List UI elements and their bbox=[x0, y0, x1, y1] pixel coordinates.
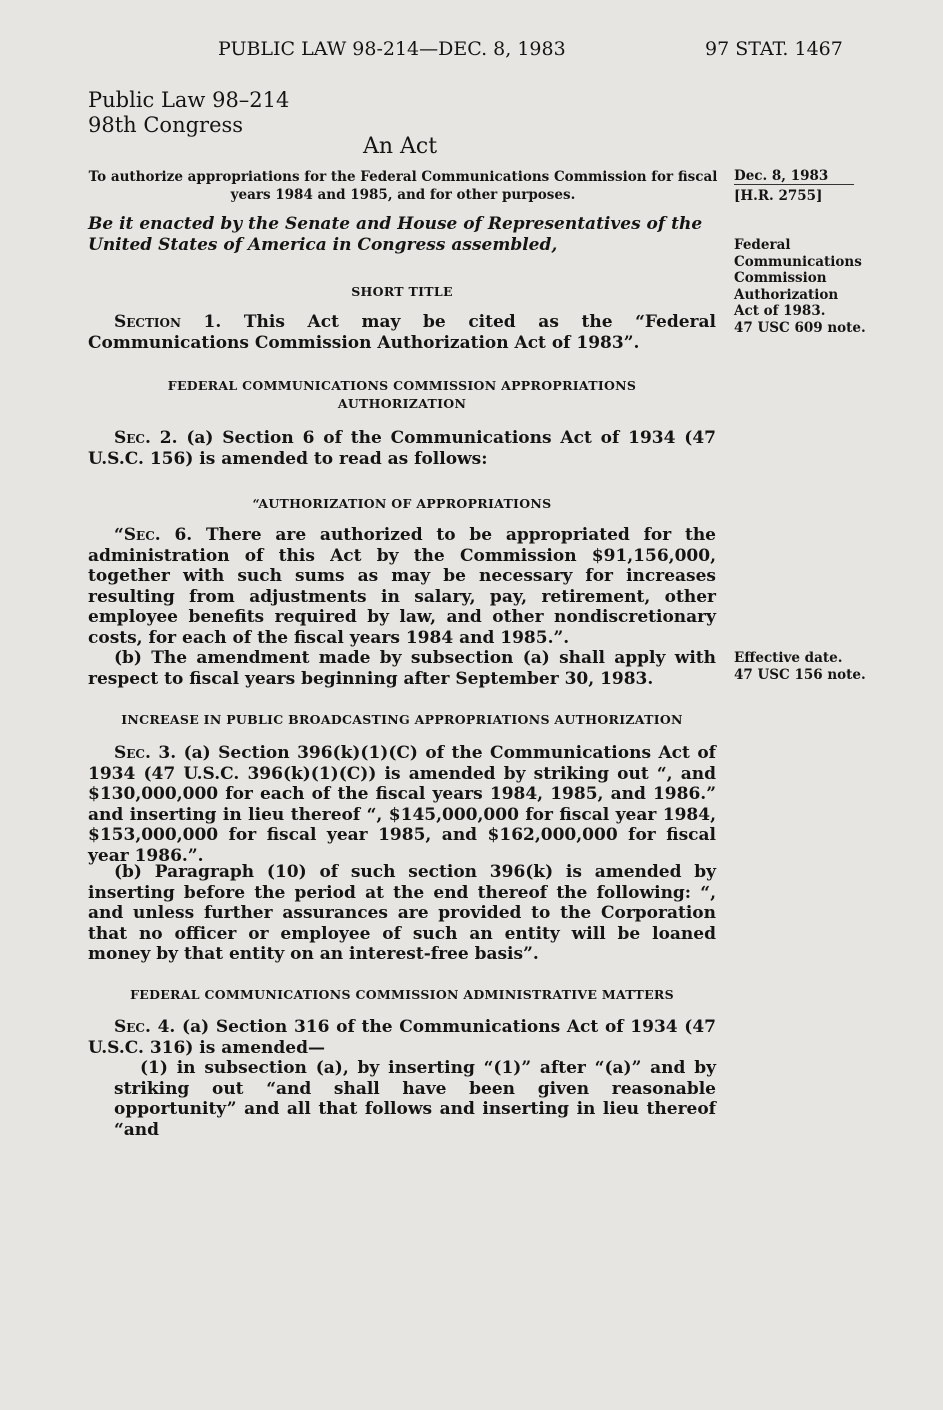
margin-note-line: 47 USC 156 note. bbox=[734, 666, 866, 683]
act-title: An Act bbox=[362, 134, 438, 159]
section-2-label: Sec. 2. bbox=[114, 428, 178, 448]
margin-effective-date-note bbox=[734, 650, 866, 683]
law-identification bbox=[88, 88, 289, 138]
quoted-section-heading: “AUTHORIZATION OF APPROPRIATIONS bbox=[252, 496, 552, 511]
margin-note-line: 47 USC 609 note. bbox=[734, 319, 866, 336]
section-2-heading-line2: AUTHORIZATION bbox=[337, 396, 467, 411]
margin-bill-number: [H.R. 2755] bbox=[734, 188, 823, 204]
section-4a1-text bbox=[88, 1058, 716, 1140]
section-1-heading: SHORT TITLE bbox=[351, 284, 453, 299]
law-number: Public Law 98–214 bbox=[88, 88, 290, 112]
enacting-clause: Be it enacted by the Senate and House of Representatives of the United States of America in Congress assembled, bbox=[88, 214, 703, 255]
section-4-heading: FEDERAL COMMUNICATIONS COMMISSION ADMINISTRATIVE MATTERS bbox=[130, 987, 674, 1002]
quoted-section-label: “Sec. 6. bbox=[114, 525, 193, 545]
act-purpose: To authorize appropriations for the Federal Communications Commission for fiscal years 1984 and 1985, and for other purposes. bbox=[88, 169, 718, 203]
quoted-section-body: There are authorized to be appropriated for the administration of this Act by the Commission $91,156,000, together with such sums as may be necessary for increases resulting from adjustments in salary, pay, retirement, other employee benefits required by law, and other nondiscretionary costs, for each of the fiscal years 1984 and 1985.”. bbox=[88, 525, 716, 648]
section-2b-text bbox=[88, 648, 716, 689]
section-2a-body: (a) Section 6 of the Communications Act of 1934 (47 U.S.C. 156) is amended to read as follows: bbox=[88, 428, 716, 469]
section-1-label: Section 1. bbox=[114, 312, 222, 332]
margin-date: Dec. 8, 1983 bbox=[734, 168, 829, 184]
section-3b-body: (b) Paragraph (10) of such section 396(k) is amended by inserting before the period at the end thereof the following: “, and unless further assurances are provided to the Corporation that no officer or employee of such an entity will be loaned money by that entity on an interest-free basis”. bbox=[88, 862, 716, 964]
section-1-body: This Act may be cited as the “Federal Communications Commission Authorization Act of 1983”. bbox=[88, 312, 716, 353]
margin-note-line: Act of 1983. bbox=[734, 303, 826, 319]
section-2a-text bbox=[88, 428, 716, 469]
section-2-heading bbox=[88, 377, 716, 413]
margin-note-line: Communications bbox=[734, 253, 862, 270]
margin-note-line: Effective date. bbox=[734, 650, 843, 666]
section-4-label: Sec. 4. bbox=[114, 1017, 176, 1037]
margin-note-line: Federal bbox=[734, 237, 791, 253]
running-header-right: 97 STAT. 1467 bbox=[705, 38, 843, 60]
section-3b-text bbox=[88, 862, 716, 965]
section-3a-body: (a) Section 396(k)(1)(C) of the Communications Act of 1934 (47 U.S.C. 396(k)(1)(C)) is amended by striking out “, and $130,000,000 for each of the fiscal years 1984, 1985, and 1986.” and inserting in lieu thereof “, $145,000,000 for fiscal year 1984, $153,000,000 for fiscal year 1985, and $162,000,000 for fiscal year 1986.”. bbox=[88, 743, 716, 866]
margin-note-line: Authorization bbox=[734, 286, 839, 303]
section-3a-text bbox=[88, 743, 716, 866]
section-1-text bbox=[88, 312, 716, 353]
running-header-left: PUBLIC LAW 98-214—DEC. 8, 1983 bbox=[218, 38, 566, 60]
section-4a-text bbox=[88, 1017, 716, 1058]
section-3-label: Sec. 3. bbox=[114, 743, 177, 763]
section-4a-body: (a) Section 316 of the Communications Act of 1934 (47 U.S.C. 316) is amended— bbox=[88, 1017, 717, 1058]
quoted-section-6 bbox=[88, 525, 716, 648]
margin-divider bbox=[734, 184, 854, 185]
section-4a1-body: (1) in subsection (a), by inserting “(1)” after “(a)” and by striking out “and shall have been given reasonable opportunity” and all that follows and inserting in lieu thereof “and bbox=[114, 1058, 716, 1140]
section-3-heading: INCREASE IN PUBLIC BROADCASTING APPROPRIATIONS AUTHORIZATION bbox=[121, 712, 683, 727]
margin-note-line: Commission bbox=[734, 270, 827, 286]
congress-number: 98th Congress bbox=[88, 113, 244, 137]
margin-short-title-note bbox=[734, 237, 866, 336]
section-2b-body: (b) The amendment made by subsection (a) shall apply with respect to fiscal years beginning after September 30, 1983. bbox=[88, 648, 716, 689]
section-2-heading-line1: FEDERAL COMMUNICATIONS COMMISSION APPROPRIATIONS bbox=[167, 378, 637, 393]
